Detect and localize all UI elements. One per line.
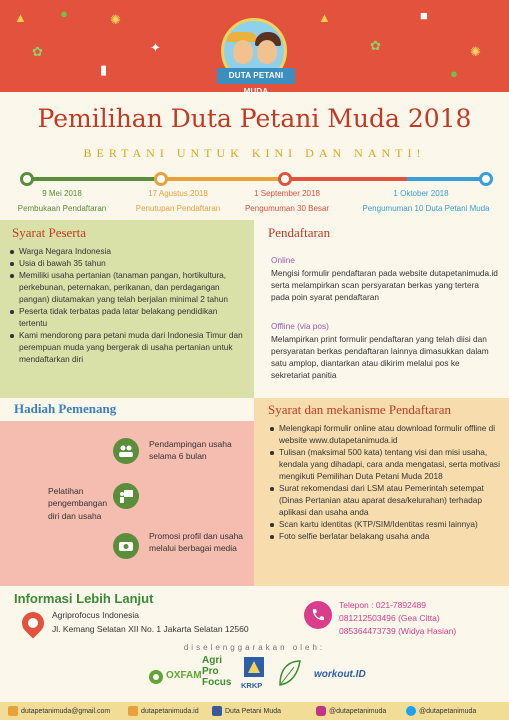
wheat-icon: ✦ xyxy=(150,40,161,55)
timeline-segment xyxy=(161,177,285,181)
org-name: Agriprofocus Indonesia xyxy=(52,610,139,620)
tractor-icon: ■ xyxy=(420,8,428,23)
krkp-logo xyxy=(238,655,270,695)
agriprofocus-logo xyxy=(202,655,232,695)
sun-icon: ✺ xyxy=(470,44,481,59)
hadiah-item: Pelatihan pengembangan diri dan usaha xyxy=(48,486,108,521)
address-block xyxy=(52,609,249,636)
list-item: Usia di bawah 35 tahun xyxy=(10,257,246,269)
phone-icon: ▮ xyxy=(100,62,108,77)
online-text: Mengisi formulir pendaftaran pada website dutapetanimuda.id serta melampirkan scan persyaratan berkas yang tertera pada poin syarat pendaftaran xyxy=(271,268,498,303)
timeline-node xyxy=(154,172,168,186)
telephone: Telepon : 021-7892489 xyxy=(339,600,426,610)
timeline-node xyxy=(20,172,34,186)
timeline-date: 1 September 2018 xyxy=(254,189,320,198)
phone-number: 085364473739 (Widya Hasian) xyxy=(339,626,457,637)
list-item: Memiliki usaha pertanian (tanaman pangan, hortikultura, perkebunan, peternakan, perikanan, dan perdagangan pangan) diutamakan yang telah berjalan minimal 2 tahun xyxy=(10,269,246,305)
agri-text: Agri xyxy=(202,655,222,666)
hadiah-item: Promosi profil dan usaha melalui berbagai media xyxy=(149,531,244,554)
timeline-segment xyxy=(407,177,485,181)
offline-label: Offline (via pos) xyxy=(271,321,329,331)
logo-ribbon: DUTA PETANI MUDA xyxy=(217,68,295,84)
leaf-icon: ● xyxy=(60,6,68,21)
footer-website[interactable]: dutapetanimuda.id xyxy=(128,706,199,716)
twitter-icon xyxy=(406,706,416,716)
syarat-list xyxy=(10,245,246,365)
timeline-date: 9 Mei 2018 xyxy=(42,189,82,198)
list-item: Scan kartu identitas (KTP/SIM/Identitas resmi lainnya) xyxy=(270,518,502,530)
krkp-text: KRKP xyxy=(241,681,263,690)
syarat-title: Syarat Peserta xyxy=(12,225,87,240)
timeline-node xyxy=(278,172,292,186)
group-icon xyxy=(113,438,139,464)
list-item: Peserta tidak terbatas pada latar belakang pendidikan tertentu xyxy=(10,305,246,329)
leaf-emblem-icon xyxy=(276,657,304,689)
leaf-logo xyxy=(276,655,306,695)
page-subtitle: BERTANI UNTUK KINI DAN NANTI! xyxy=(83,146,426,160)
page-title: Pemilihan Duta Petani Muda 2018 xyxy=(37,104,472,133)
sun-icon: ✺ xyxy=(110,12,121,27)
hadiah-title: Hadiah Pemenang xyxy=(14,401,117,416)
phone-number: 081212503496 (Gea Citta) xyxy=(339,613,440,624)
oxfam-logo xyxy=(148,655,200,695)
sponsor-label: diselenggarakan oleh: xyxy=(183,643,326,652)
logo-emblem xyxy=(205,18,303,98)
phone-icon xyxy=(304,601,332,629)
address-line: Jl. Kemang Selatan XII No. 1 Jakarta Selatan 12560 xyxy=(52,623,249,634)
workout-text: workout.ID xyxy=(314,669,366,680)
mekanisme-title: Syarat dan mekanisme Pendaftaran xyxy=(268,402,452,417)
corn-icon: ▲ xyxy=(14,10,27,25)
timeline-segment xyxy=(285,177,407,181)
contact-numbers xyxy=(339,599,456,639)
list-item: Tulisan (maksimal 500 kata) tentang visi dan misi usaha, kendala yang dihadapi, cara anda mengatasi, serta motivasi mengikuti Pemilihan Duta Petani Muda 2018 xyxy=(270,446,502,482)
footer-facebook[interactable]: Duta Petani Muda xyxy=(212,706,281,716)
training-icon xyxy=(113,483,139,509)
facebook-icon xyxy=(212,706,222,716)
timeline-date: 17 Agustus 2018 xyxy=(148,189,208,198)
online-label: Online xyxy=(271,255,295,265)
agri-text: Focus xyxy=(202,677,232,688)
list-item: Warga Negara Indonesia xyxy=(10,245,246,257)
leaf-icon: ✿ xyxy=(370,38,381,53)
footer-twitter[interactable]: @dutapetanimuda xyxy=(406,706,476,716)
timeline-segment xyxy=(27,177,161,181)
timeline-date: 1 Oktober 2018 xyxy=(393,189,449,198)
promotion-icon xyxy=(113,533,139,559)
krkp-icon xyxy=(242,655,266,679)
timeline-label: Penutupan Pendaftaran xyxy=(135,204,221,213)
footer-instagram[interactable]: @dutapetanimuda xyxy=(316,706,386,716)
leaf-icon: ● xyxy=(450,66,458,81)
offline-text: Melampirkan print formulir pendaftaran yang telah diisi dan persyaratan berkas pendaftaran lainnya dimasukkan dalam satu amplop, diantarkan atau dikirim melalui pos ke sekretariat panitia xyxy=(271,334,489,381)
hadiah-item: Pendampingan usaha selama 6 bulan xyxy=(149,439,232,462)
pendaftaran-title: Pendaftaran xyxy=(268,225,331,240)
email-icon xyxy=(8,706,18,716)
timeline-node xyxy=(479,172,493,186)
footer-bar xyxy=(0,702,509,720)
timeline-label: Pembukaan Pendaftaran xyxy=(17,204,107,213)
workout-logo xyxy=(312,655,368,695)
web-icon xyxy=(128,706,138,716)
location-pin-icon xyxy=(17,607,48,638)
list-item: Kami mendorong para petani muda dari Indonesia Timur dan perempuan muda yang bergerak di usaha pertanian untuk mendaftarkan diri xyxy=(10,329,246,365)
oxfam-text: OXFAM xyxy=(166,670,202,681)
cabbage-icon: ✿ xyxy=(32,44,43,59)
timeline-label: Pengumuman 30 Besar xyxy=(244,204,330,213)
list-item: Surat rekomendasi dari LSM atau Pemerintah setempat (Dinas Pertanian atau aparat desa/kelurahan) terhadap aplikasi dan usaha anda xyxy=(270,482,502,518)
mekanisme-list xyxy=(270,422,502,542)
agri-text: Pro xyxy=(202,666,219,677)
footer-email[interactable]: dutapetanimuda@gmail.com xyxy=(8,706,110,716)
corn-icon: ▲ xyxy=(318,10,331,25)
list-item: Foto selfie berlatar belakang usaha anda xyxy=(270,530,502,542)
oxfam-icon xyxy=(148,669,164,685)
list-item: Melengkapi formulir online atau download formulir offline di website www.dutapetanimuda.id xyxy=(270,422,502,446)
info-title: Informasi Lebih Lanjut xyxy=(14,591,154,606)
timeline-label: Pengumuman 10 Duta Petani Muda xyxy=(362,204,490,213)
instagram-icon xyxy=(316,706,326,716)
